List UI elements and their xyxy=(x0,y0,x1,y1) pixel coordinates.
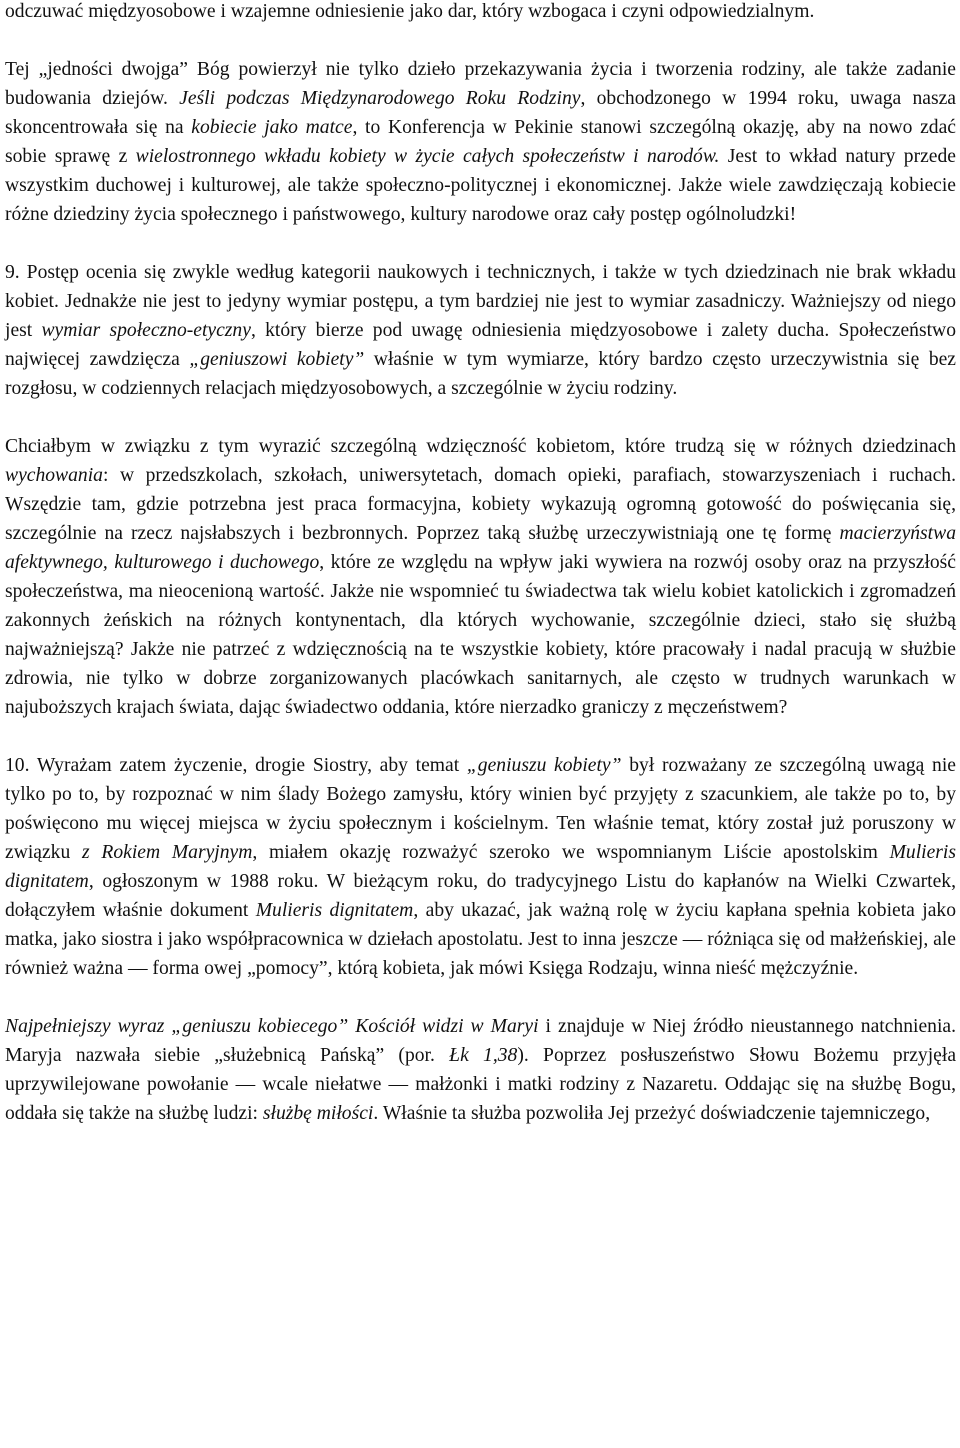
italic-segment: macierzyństwa afektywnego, kulturowego i duchowego xyxy=(5,523,956,573)
text-segment: , które ze względu na wpływ jaki wywiera na rozwój osoby oraz na przyszłość społeczeństwa, ma nieocenioną wartość. Jakże nie wspomnieć tu świadectwa tak wielu kobiet katolickich i zgromadzeń zakonnych żeńskich na różnych kontynentach, dla których wychowanie, szczególnie dzieci, stało się służbą najważniejszą? Jakże nie patrzeć z wdzięcznością na te wszystkie kobiety, które pracowały i nadal pracują w służbie zdrowia, nie tylko w dobrze zorganizowanych placówkach sanitarnych, ale często w trudnych warunkach w najuboższych krajach świata, dając świadectwo oddania, które nierzadko graniczy z męczeństwem? xyxy=(5,552,957,718)
paragraph xyxy=(5,751,956,983)
text-segment: . Właśnie ta służba pozwoliła Jej przeżyć doświadczenie tajemniczego, xyxy=(373,1103,931,1124)
text-segment: , to Konferencja w Pekinie stanowi szczególną okazję, aby na nowo zdać sobie sprawę z xyxy=(5,117,956,167)
text-segment: właśnie w tym wymiarze, który bardzo często urzeczywistnia się bez rozgłosu, w codziennych relacjach międzyosobowych, a szczególnie w życiu rodziny. xyxy=(5,349,957,399)
text-segment: Tej „jedności dwojga” Bóg powierzył nie tylko dzieło przekazywania życia i tworzenia rodziny, ale także zadanie budowania dziejów. xyxy=(5,59,956,109)
italic-segment: kobiecie jako matce xyxy=(191,117,353,138)
text-segment: ). Poprzez posłuszeństwo Słowu Bożemu przyjęła uprzywilejowane powołanie — wcale niełatwe — małżonki i matki rodziny z Nazaretu. Oddając się na służbę Bogu, oddała się także na służbę ludzi: xyxy=(5,1045,957,1124)
paragraph xyxy=(5,55,956,229)
text-segment: Chciałbym w związku z tym wyrazić szczególną wdzięczność kobietom, które trudzą się w różnych dziedzinach xyxy=(5,436,956,457)
paragraph xyxy=(5,258,956,403)
text-segment: , obchodzonego w 1994 roku, uwaga nasza skoncentrowała się na xyxy=(5,88,957,138)
text-segment: , miałem okazję rozważyć szeroko we wspomnianym Liście apostolskim xyxy=(252,842,890,863)
italic-segment: wychowania xyxy=(5,465,103,486)
italic-segment: „geniuszu kobiety” xyxy=(466,755,622,776)
italic-segment: wielostronnego wkładu kobiety w życie całych społeczeństw i narodów. xyxy=(135,146,720,167)
text-segment: Jest to wkład natury przede wszystkim duchowej i kulturowej, ale także społeczno-politycznej i ekonomicznej. Jakże wiele zawdzięczają kobiecie różne dziedziny życia społecznego i państwowego, kultury narodowe oraz cały postęp ogólnoludzki! xyxy=(5,146,956,225)
text-segment: , który bierze pod uwagę odniesienia międzyosobowe i zalety ducha. Społeczeństwo najwięcej zawdzięcza xyxy=(5,320,956,370)
text-segment: , aby ukazać, jak ważną rolę w życiu kapłana spełnia kobieta jako matka, jako siostra i jako współpracownica w dziełach apostolatu. Jest to inna jeszcze — różniąca się od małżeńskiej, ale również ważna — forma owej „pomocy”, którą kobieta, jak mówi Księga Rodzaju, winna nieść mężczyźnie. xyxy=(5,900,956,979)
italic-segment: z Rokiem Maryjnym xyxy=(82,842,253,863)
italic-segment: Jeśli podczas Międzynarodowego Roku Rodziny xyxy=(179,88,581,109)
italic-segment: wymiar społeczno-etyczny xyxy=(41,320,251,341)
paragraph xyxy=(5,432,956,722)
text-segment: , ogłoszonym w 1988 roku. W bieżącym roku, do tradycyjnego Listu do kapłanów na Wielki Czwartek, dołączyłem właśnie dokument xyxy=(5,871,956,921)
text-segment: 10. Wyrażam zatem życzenie, drogie Siostry, aby temat xyxy=(5,755,467,776)
italic-segment: Mulieris dignitatem xyxy=(5,842,956,892)
paragraph xyxy=(5,0,956,26)
italic-segment: Mulieris dignitatem xyxy=(255,900,414,921)
paragraph xyxy=(5,1012,956,1128)
italic-segment: „geniuszowi kobiety” xyxy=(189,349,365,370)
italic-segment: Najpełniejszy wyraz „geniuszu kobiecego” Kościół widzi w Maryi xyxy=(5,1016,539,1037)
text-segment: był rozważany ze szczególną uwagą nie tylko po to, by rozpoznać w nim ślady Bożego zamysłu, który winien być przyjęty z szacunkiem, ale także po to, by poświęcono mu więcej miejsca w życiu społecznym i kościelnym. Ten właśnie temat, który został już poruszony w związku xyxy=(5,755,956,863)
italic-segment: służbę miłości xyxy=(262,1103,374,1124)
text-segment: 9. Postęp ocenia się zwykle według kategorii naukowych i technicznych, i także w tych dziedzinach nie brak wkładu kobiet. Jednakże nie jest to jedyny wymiar postępu, a tym bardziej nie jest to wymiar zasadniczy. Ważniejszy od niego jest xyxy=(5,262,956,341)
italic-segment: Łk 1,38 xyxy=(449,1045,518,1066)
text-segment: i znajduje w Niej źródło nieustannego natchnienia. Maryja nazwała siebie „służebnicą Pańską” (por. xyxy=(5,1016,956,1066)
text-segment: : w przedszkolach, szkołach, uniwersytetach, domach opieki, parafiach, stowarzyszeniach i ruchach. Wszędzie tam, gdzie potrzebna jest praca formacyjna, kobiety wykazują ogromną gotowość do poświęcania się, szczególnie na rzecz najsłabszych i bezbronnych. Poprzez taką służbę urzeczywistniają one tę formę xyxy=(5,465,956,544)
text-segment: odczuwać międzyosobowe i wzajemne odniesienie jako dar, który wzbogaca i czyni odpowiedzialnym. xyxy=(5,1,815,22)
